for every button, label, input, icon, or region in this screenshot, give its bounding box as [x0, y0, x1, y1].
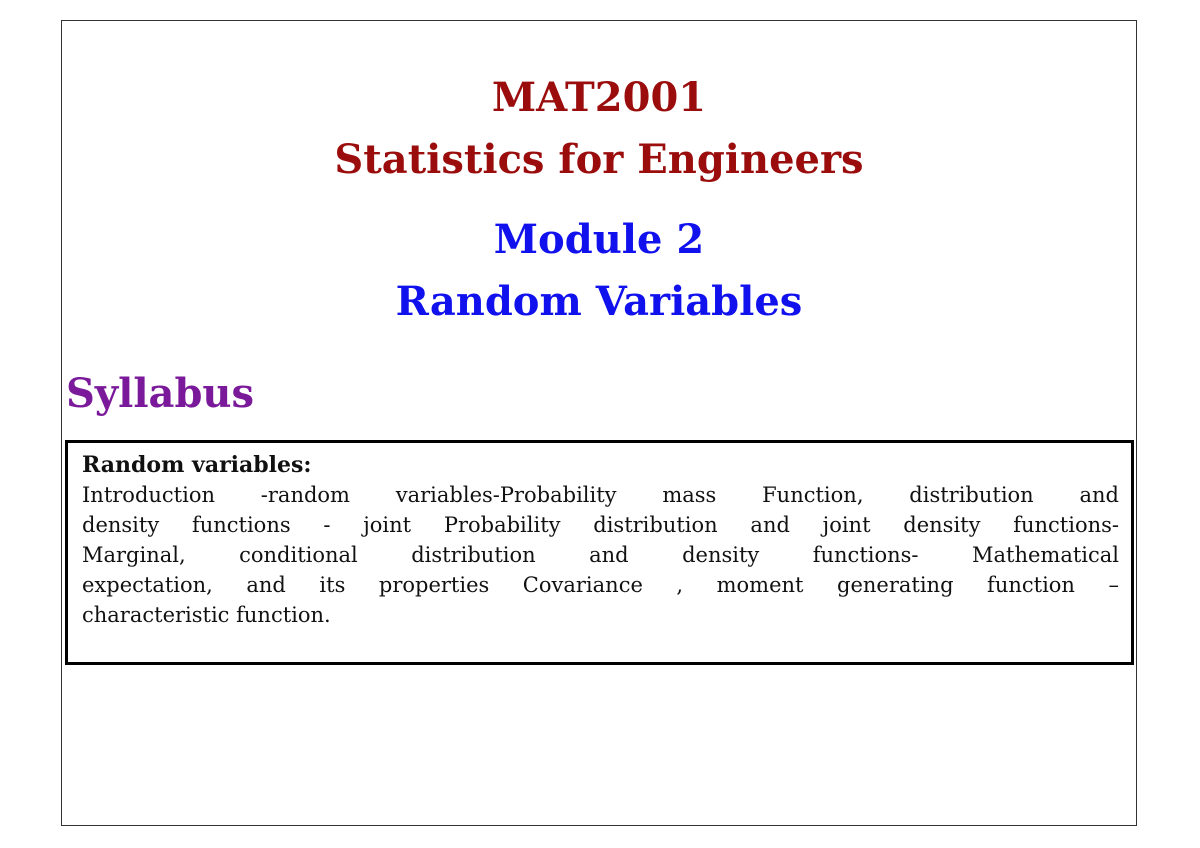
section-heading: Syllabus [66, 370, 255, 417]
syllabus-box-heading: Random variables: [82, 452, 312, 478]
syllabus-line: Introduction -random variables-Probability mass Function, distribution and [82, 483, 1119, 507]
syllabus-line: expectation, and its properties Covariance , moment generating function – [82, 573, 1119, 597]
module-number: Module 2 [493, 216, 705, 263]
course-code: MAT2001 [491, 74, 707, 121]
syllabus-line: characteristic function. [82, 603, 331, 627]
syllabus-line: Marginal, conditional distribution and density functions- Mathematical [82, 543, 1119, 567]
module-title: Random Variables [395, 278, 803, 325]
syllabus-box [65, 440, 1134, 665]
course-title: Statistics for Engineers [334, 136, 864, 183]
syllabus-line: density functions - joint Probability distribution and joint density functions- [82, 513, 1119, 537]
